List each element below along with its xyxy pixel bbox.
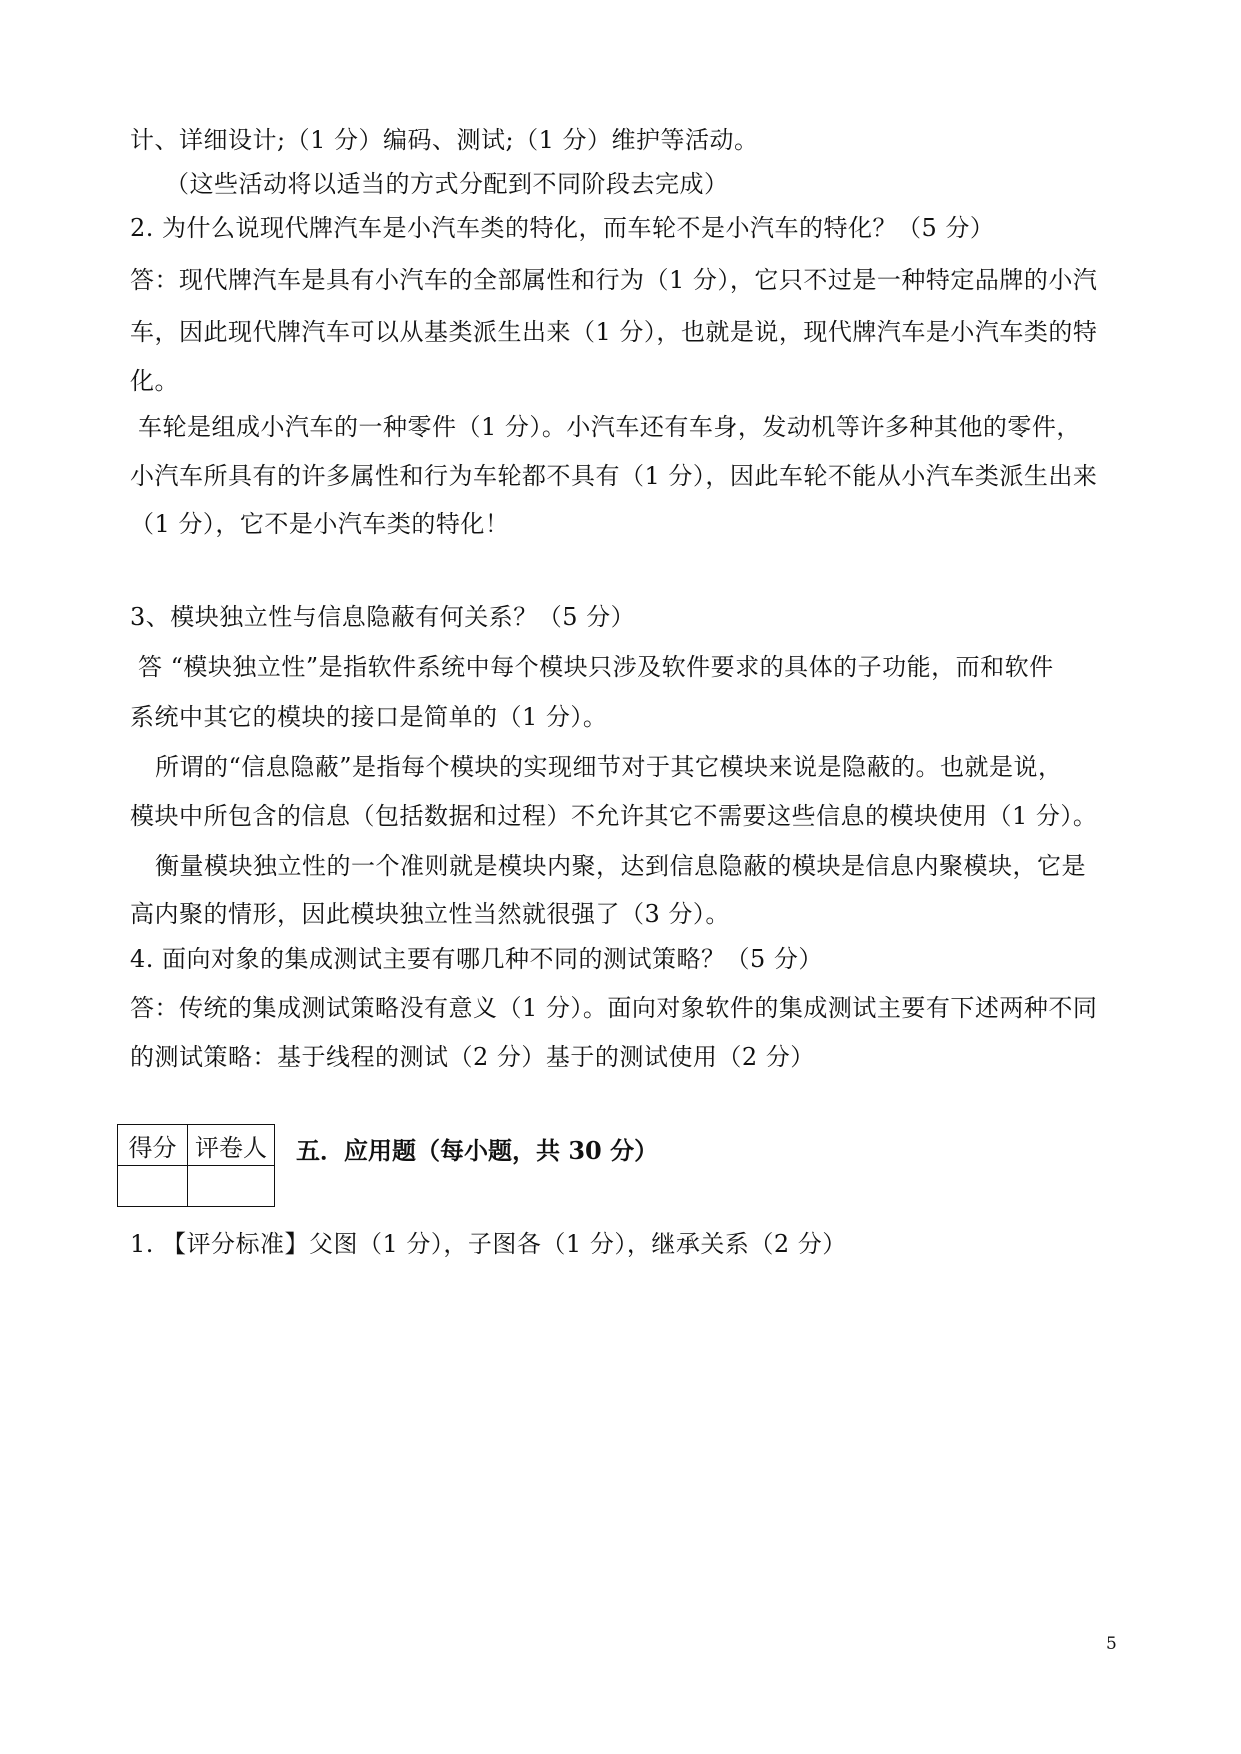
answer-line: 车轮是组成小汽车的一种零件（1 分）。小汽车还有车身，发动机等许多种其他的零件， — [138, 413, 1081, 441]
answer-line: 高内聚的情形，因此模块独立性当然就很强了（3 分）。 — [130, 900, 730, 928]
answer-line: 答：传统的集成测试策略没有意义（1 分）。面向对象软件的集成测试主要有下述两种不同 — [130, 994, 1098, 1022]
answer-line: 答 “模块独立性”是指软件系统中每个模块只涉及软件要求的具体的子功能，而和软件 — [138, 653, 1054, 681]
question-3: 3、模块独立性与信息隐蔽有何关系？（5 分） — [130, 603, 636, 631]
score-header: 得分 — [118, 1125, 188, 1166]
answer-line: 小汽车所具有的许多属性和行为车轮都不具有（1 分），因此车轮不能从小汽车类派生出来 — [130, 462, 1098, 490]
answer-line: 模块中所包含的信息（包括数据和过程）不允许其它不需要这些信息的模块使用（1 分）。 — [130, 802, 1098, 830]
answer-line: 系统中其它的模块的接口是简单的（1 分）。 — [130, 703, 608, 731]
score-cell — [118, 1166, 188, 1207]
answer-line: 衡量模块独立性的一个准则就是模块内聚，达到信息隐蔽的模块是信息内聚模块，它是 — [155, 852, 1086, 880]
answer-line: （1 分），它不是小汽车类的特化！ — [130, 510, 510, 538]
answer-line: 化。 — [130, 367, 179, 395]
answer-line: 的测试策略：基于线程的测试（2 分）基于的测试使用（2 分） — [130, 1043, 815, 1071]
score-table — [117, 1124, 275, 1207]
text-line: （这些活动将以适当的方式分配到不同阶段去完成） — [165, 170, 729, 198]
answer-line: 车，因此现代牌汽车可以从基类派生出来（1 分），也就是说，现代牌汽车是小汽车类的特 — [130, 318, 1098, 346]
answer-line: 答：现代牌汽车是具有小汽车的全部属性和行为（1 分），它只不过是一种特定品牌的小汽 — [130, 266, 1098, 294]
answer-line: 所谓的“信息隐蔽”是指每个模块的实现细节对于其它模块来说是隐蔽的。也就是说， — [155, 753, 1063, 781]
text-line: 计、详细设计;（1 分）编码、测试;（1 分）维护等活动。 — [130, 126, 759, 154]
question-4: 4. 面向对象的集成测试主要有哪几种不同的测试策略？（5 分） — [130, 945, 823, 973]
answer-line: 1. 【评分标准】父图（1 分），子图各（1 分），继承关系（2 分） — [130, 1230, 847, 1258]
question-2: 2. 为什么说现代牌汽车是小汽车类的特化，而车轮不是小汽车的特化？（5 分） — [130, 214, 995, 242]
section-title: 五．应用题（每小题，共 30 分） — [296, 1136, 659, 1165]
grader-header: 评卷人 — [188, 1125, 275, 1166]
grader-cell — [188, 1166, 275, 1207]
page-number: 5 — [1106, 1634, 1117, 1654]
